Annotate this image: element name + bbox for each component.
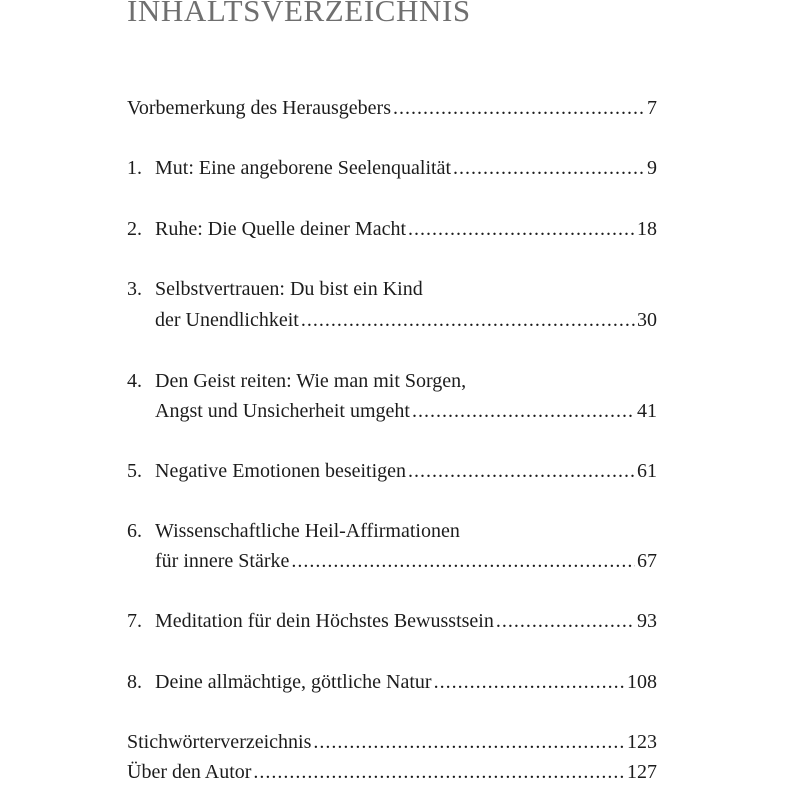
toc-chapter-number: 8. (127, 671, 142, 693)
toc-entry-label: Den Geist reiten: Wie man mit Sorgen, (155, 370, 467, 392)
toc-entry-label: Stichwörterverzeichnis (127, 731, 312, 753)
toc-entry-label: Ruhe: Die Quelle deiner Macht (155, 218, 407, 240)
toc-chapter-number: 5. (127, 460, 142, 482)
dot-leader (393, 95, 645, 121)
toc-page-number: 41 (637, 400, 657, 422)
toc-page-number: 61 (637, 460, 657, 482)
dot-leader (453, 155, 645, 181)
toc-entry-label: Wissenschaftliche Heil-Affirmationen (155, 520, 460, 542)
toc-entry-foreword[interactable] (127, 95, 657, 121)
dot-leader (291, 548, 635, 574)
toc-entry-label: Über den Autor (127, 761, 252, 783)
toc-entry-label: Vorbemerkung des Herausgebers (127, 97, 391, 119)
dot-leader (253, 759, 625, 785)
toc-entry-label-continued: Angst und Unsicherheit umgeht (155, 400, 410, 422)
toc-entry-label: Negative Emotionen beseitigen (155, 460, 407, 482)
toc-page-number: 30 (637, 309, 657, 331)
toc-entry-chapter-5[interactable] (127, 458, 657, 484)
dot-leader (408, 458, 635, 484)
toc-entry-label: Deine allmächtige, göttliche Natur (155, 671, 432, 693)
toc-entry-label: Meditation für dein Höchstes Bewusstsein (155, 610, 494, 632)
toc-entry-chapter-4[interactable] (127, 368, 657, 394)
toc-entry-chapter-2[interactable] (127, 216, 657, 242)
toc-entry-label-continued: für innere Stärke (155, 550, 290, 572)
toc-entry-chapter-3-continued[interactable] (155, 307, 657, 333)
toc-entry-chapter-4-continued[interactable] (155, 398, 657, 424)
toc-entry-chapter-8[interactable] (127, 669, 657, 695)
toc-chapter-number: 2. (127, 218, 142, 240)
toc-page-number: 123 (627, 731, 657, 753)
toc-page-number: 9 (647, 157, 657, 179)
toc-page-number: 7 (647, 97, 657, 119)
dot-leader (434, 669, 625, 695)
toc-entry-chapter-6-continued[interactable] (155, 548, 657, 574)
toc-page-number: 18 (637, 218, 657, 240)
toc-page-number: 93 (637, 610, 657, 632)
toc-entry-label-continued: der Unendlichkeit (155, 309, 299, 331)
toc-page-number: 108 (627, 671, 657, 693)
toc-entry-chapter-3[interactable] (127, 276, 657, 302)
toc-entry-chapter-7[interactable] (127, 608, 657, 634)
toc-chapter-number: 3. (127, 278, 142, 300)
dot-leader (412, 398, 635, 424)
page-title: INHALTSVERZEICHNIS (127, 0, 471, 28)
dot-leader (496, 608, 635, 634)
dot-leader (313, 729, 625, 755)
toc-entry-label: Selbstvertrauen: Du bist ein Kind (155, 278, 423, 300)
dot-leader (301, 307, 635, 333)
toc-entry-label: Mut: Eine angeborene Seelenqualität (155, 157, 452, 179)
toc-entry-chapter-1[interactable] (127, 155, 657, 181)
dot-leader (408, 216, 635, 242)
toc-chapter-number: 6. (127, 520, 142, 542)
toc-entry-about-author[interactable] (127, 759, 657, 785)
toc-page-number: 127 (627, 761, 657, 783)
toc-entry-index[interactable] (127, 729, 657, 755)
toc-page-number: 67 (637, 550, 657, 572)
toc-chapter-number: 1. (127, 157, 142, 179)
toc-chapter-number: 4. (127, 370, 142, 392)
toc-chapter-number: 7. (127, 610, 142, 632)
toc-entry-chapter-6[interactable] (127, 518, 657, 544)
